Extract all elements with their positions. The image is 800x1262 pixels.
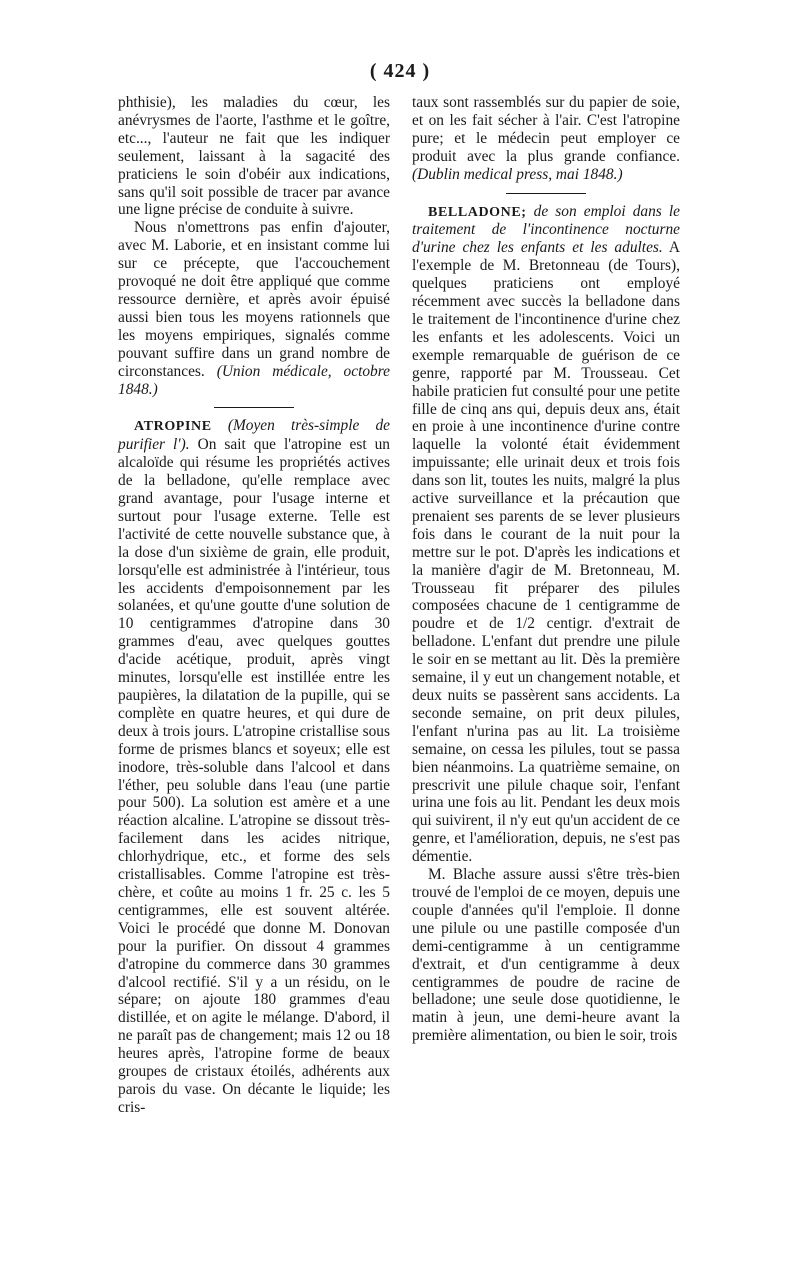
paragraph-phthisie-text: phthisie), les maladies du cœur, les anévrysmes de l'aorte, l'asthme et le goître, etc..., l'auteur ne fait que les indiquer seulement, laissant à la sagacité des praticiens le soin d'obéir aux indications, sans qu'il soit possible de tracer par avance une ligne précise de conduite à suivre. xyxy=(118,94,390,219)
paragraph-blache xyxy=(412,866,680,1045)
article-subtitle-belladone: de son emploi dans le traitement de l'incontinence nocturne d'urine chez les enfants et les adultes. xyxy=(412,202,680,257)
paragraph-atropine-continued xyxy=(412,94,680,184)
article-heading-atropine: ATROPINE xyxy=(134,419,212,435)
paragraph-phthisie xyxy=(118,94,390,219)
article-body-belladone: A l'exemple de M. Bretonneau (de Tours), quelques praticiens ont employé récemment avec succès la belladone dans le traitement de l'incontinence d'urine chez les enfants et les adolescents. Voici un exemple remarquable de guérison de ce genre, rapporté par M. Trousseau. Cet habile praticien fut consulté pour une petite fille de cinq ans qui, depuis deux ans, était en proie à une incontinence d'urine contre laquelle la volonté était évidemment impuissante; elle urinait deux et trois fois dans son lit, toutes les nuits, malgré la plus active surveillance et la précaution que prenaient ses parents de se lever plusieurs fois dans le courant de la nuit pour la mettre sur le pot. D'après les indications et la manière d'agir de M. Bretonneau, M. Trousseau fit préparer des pilules composées chacune de 1 centigramme de poudre et de 1/2 centigr. d'extrait de belladone. L'enfant dut prendre une pilule le soir en se mettant au lit. Dès la première semaine, il y eut un changement notable, et deux nuits se passèrent sans accidents. La seconde semaine, on prit deux pilules, l'enfant n'urina pas au lit. La troisième semaine, on cessa les pilules, tout se passa bien néanmoins. La quatrième semaine, on prescrivit une pilule chaque soir, l'enfant urina une fois au lit. Pendant les deux mois qui suivirent, il n'y eut qu'un accident de ce genre, et l'amélioration, depuis, ne s'est pas démentie. xyxy=(412,239,681,866)
paragraph-blache-text: M. Blache assure aussi s'être très-bien trouvé de l'emploi de ce moyen, depuis une couple d'années qu'il l'emploie. Il donne une pilule ou une pastille composée d'un demi-centigramme à un centigramme d'extrait, et d'un centigramme à deux centigrammes de poudre de racine de belladone; une seule dose quotidienne, le matin à jeun, une demi-heure avant la première alimentation, ou bien le soir, trois xyxy=(412,866,680,1045)
section-divider xyxy=(506,193,586,194)
page-number: ( 424 ) xyxy=(369,60,431,82)
right-column xyxy=(412,94,680,1045)
article-body-atropine: On sait que l'atropine est un alcaloïde qui résume les propriétés actives de la belladone, qu'elle remplace avec grand avantage, pour l'usage interne et surtout pour l'usage externe. Telle est l'activité de cette nouvelle substance que, à la dose d'un sixième de grain, elle produit, lorsqu'elle est administrée à l'intérieur, tous les accidents d'empoisonnement par les solanées, et qu'une goutte d'une solution de 10 centigrammes d'atropine dans 30 grammes d'eau, avec quelques gouttes d'acide acétique, produit, après vingt minutes, lorsqu'elle est instillée entre les paupières, la dilatation de la pupille, qui se complète en quatre heures, et qui dure de deux à trois jours. L'atropine cristallise sous forme de prismes blancs et soyeux; elle est inodore, très-soluble dans l'alcool et dans l'éther, peu soluble dans l'eau (une partie pour 500). La solution est amère et a une réaction alcaline. L'atropine se dissout très-facilement dans les acides nitrique, chlorhydrique, etc., et forme des sels cristallisables. Comme l'atropine est très-chère, et coûte au moins 1 fr. 25 c. les 5 centigrammes, elle est souvent altérée. Voici le procédé que donne M. Donovan pour la purifier. On dissout 4 grammes d'atropine du commerce dans 30 grammes d'alcool rectifié. S'il y a un résidu, on le sépare; on ajoute 180 grammes d'eau distillée, et on agite le mélange. D'abord, il ne paraît pas de changement; mais 12 ou 18 heures après, l'atropine forme de beaux groupes de cristaux étoilés, adhérents aux parois du vase. On décante le liquide; les cris- xyxy=(118,436,390,1116)
section-divider xyxy=(214,407,294,408)
paragraph-accouchement xyxy=(118,219,390,398)
article-atropine xyxy=(118,417,390,1116)
article-subtitle-atropine: (Moyen très-simple de purifier l'). xyxy=(118,417,390,454)
source-citation-union-medicale: (Union médicale, octobre 1848.) xyxy=(118,362,390,398)
source-citation-dublin: (Dublin medical press, mai 1848.) xyxy=(412,165,623,183)
paragraph-accouchement-text: Nous n'omettrons pas enfin d'ajouter, avec M. Laborie, et en insistant comme lui sur ce précepte, que l'accouchement provoqué ne doit être appliqué que comme ressource dernière, et après avoir épuisé aussi bien tous les moyens rationnels que les moyens empiriques, signalés comme pouvant suffire dans un grand nombre de circonstances. xyxy=(118,219,390,380)
article-heading-belladone: BELLADONE; xyxy=(428,204,527,220)
article-belladone xyxy=(412,203,680,867)
paragraph-atropine-continued-text: taux sont rassemblés sur du papier de soie, et on les fait sécher à l'air. C'est l'atropine pure; et le médecin peut employer ce produit avec la plus grande confiance. xyxy=(412,94,680,165)
left-column xyxy=(118,94,390,1117)
